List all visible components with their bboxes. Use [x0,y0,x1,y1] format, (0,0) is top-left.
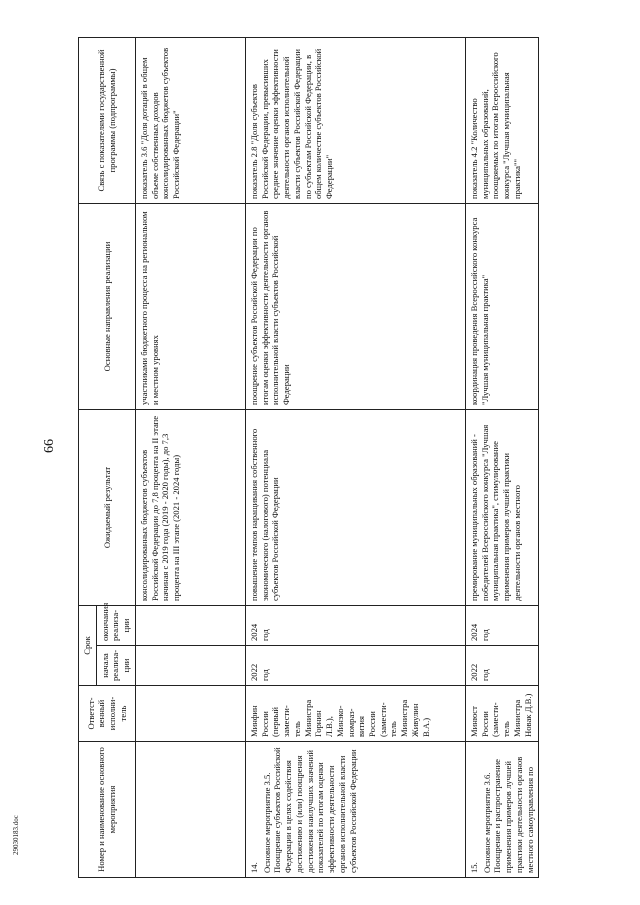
header-directions: Основные направления реализации [79,203,136,409]
measure-cell [245,742,465,878]
measure-text: Основное мероприятие 3.5. Поощрение субъектов Российской Федерации в целях содействия достижению и (или) поощрения достижения наилучших значений показателей по итогам оценки эффективности деятельности органов исполнительной власти субъектов Российской Федерации [261,747,358,873]
executor-cell: Минфин России (первый замести- тель Министра Горнин Л.В.), Минэко- номраз- вития России (замести- тель Министра Живулин В.А.) [245,686,465,742]
start-cell: 2022 год [245,646,465,686]
header-link: Связь с показателями государственной программы (подпрограммы) [79,37,136,203]
measure-cell [465,742,538,878]
end-cell: 2024 год [245,605,465,645]
measures-table [78,37,539,878]
measure-text: Основное мероприятие 3.6. Поощрение и распространение применения примеров лучшей практики деятельности органов местного самоуправления по [481,756,535,873]
link-cell: показатель 2.8 "Доля субъектов Российской Федерации, превысивших среднее значение оценки эффективности деятельности органов исполнительной власти субъектов Российской Федерации по субъектам Российской Федерации, в общем количестве субъектов Российской Федерации" [245,37,465,203]
header-result: Ожидаемый результат [79,409,136,605]
end-cell: 2024 год [465,605,538,645]
row-number: 15. [468,862,479,873]
result-cell: повышение темпов наращивания собственного экономического (налогового) потенциала субъектов Российской Федерации [245,409,465,605]
header-executor: Ответст- венный исполни- тель [79,686,136,742]
row-number: 14. [248,862,259,873]
executor-cell [135,686,245,742]
header-end: окончания реализа- ции [96,605,135,645]
start-cell: 2022 год [465,646,538,686]
start-cell [135,646,245,686]
link-cell: показатель 4.2 "Количество муниципальных образований, поощряемых по итогам Всероссийского конкурса "Лучшая муниципальная практика"" [465,37,538,203]
link-cell: показатель 3.6 "Доля дотаций в общем объеме собственных доходов консолидированных бюджетов субъектов Российской Федерации" [135,37,245,203]
header-term: Срок [79,605,97,685]
result-cell: консолидированных бюджетов субъектов Российской Федерации до 7,8 процента на II этапе начиная с 2019 года (2019 - 2020 годы), до 7,3 процента на III этапе (2021 - 2024 годы) [135,409,245,605]
footer-filename: 29030183.doc [12,815,20,855]
directions-cell: участниками бюджетного процесса на региональном и местном уровнях [135,203,245,409]
end-cell [135,605,245,645]
table-row [135,37,245,877]
header-start: начала реализа- ции [96,646,135,686]
result-cell: премирование муниципальных образований - победителей Всероссийского конкурса "Лучшая муниципальная практика", стимулирование применения примеров лучшей практики деятельности органов местного [465,409,538,605]
executor-cell: Минюст России (замести- тель Министра Новак Д.В.) [465,686,538,742]
measure-cell [135,742,245,878]
table-row [465,37,538,877]
directions-cell: координация проведения Всероссийского конкурса "Лучшая муниципальная практика" [465,203,538,409]
table-row [245,37,465,877]
header-measure: Номер и наименование основного мероприятия [79,742,136,878]
page-number: 66 [42,439,57,453]
document-table-frame [78,38,614,878]
directions-cell: поощрение субъектов Российской Федерации по итогам оценки эффективности деятельности органов исполнительной власти субъектов Российской Федерации [245,203,465,409]
